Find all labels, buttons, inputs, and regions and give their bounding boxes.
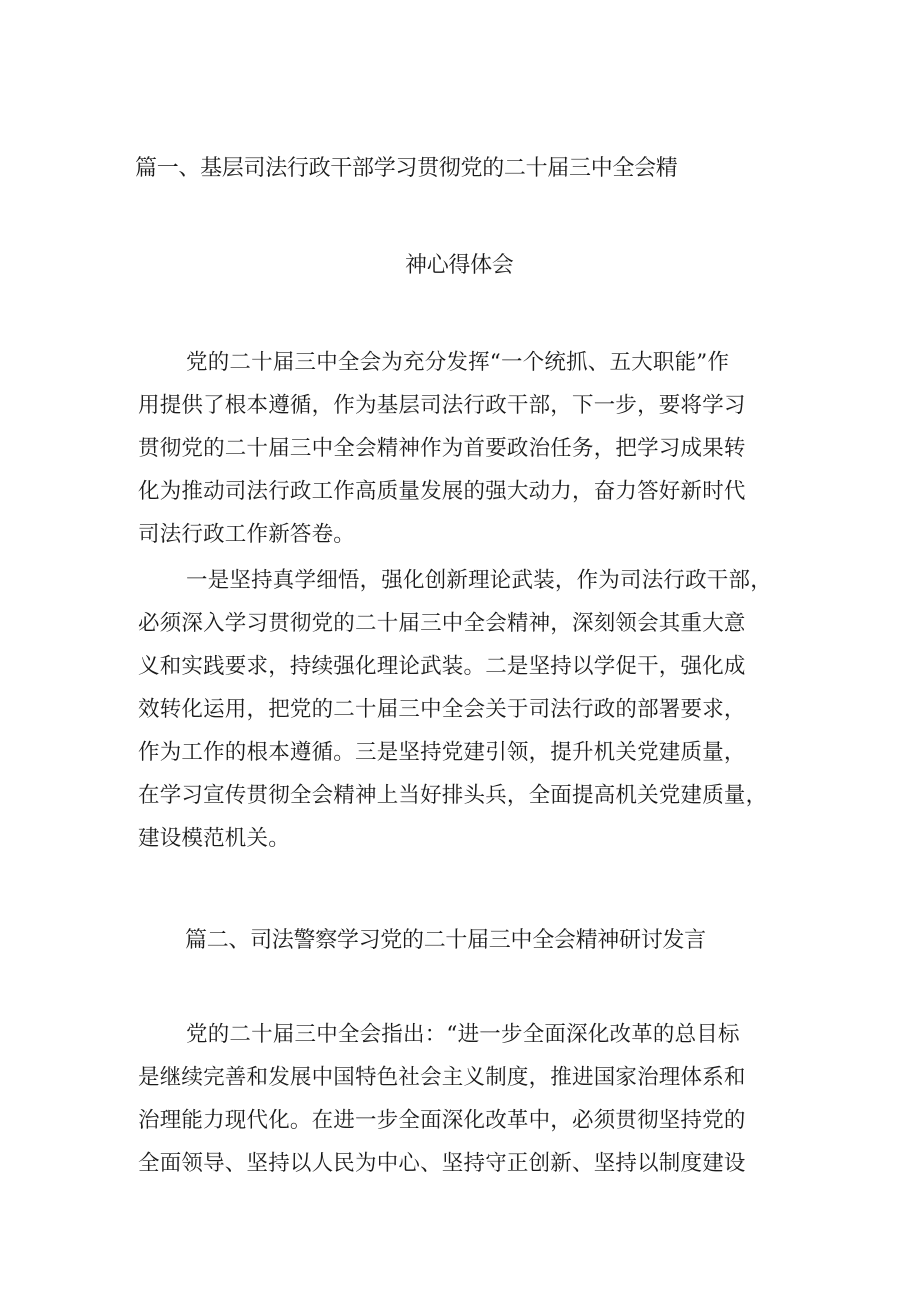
section1-p1-line3: 贯彻党的二十届三中全会精神作为首要政治任务，把学习成果转 bbox=[138, 436, 746, 461]
section1-p2-line1: 一是坚持真学细悟，强化创新理论武装，作为司法行政干部， bbox=[186, 568, 772, 593]
section2-p1-line2: 是继续完善和发展中国特色社会主义制度，推进国家治理体系和 bbox=[138, 1065, 746, 1090]
section1-title-line2: 神心得体会 bbox=[405, 253, 514, 278]
section1-p1-line4: 化为推动司法行政工作高质量发展的强大动力，奋力答好新时代 bbox=[138, 479, 746, 504]
section1-p2-line3: 义和实践要求，持续强化理论武装。二是坚持以学促干，强化成 bbox=[138, 654, 746, 679]
section1-p2-line5: 作为工作的根本遵循。三是坚持党建引领，提升机关党建质量， bbox=[138, 740, 746, 765]
section2-title: 篇二、司法警察学习党的二十届三中全会精神研讨发言 bbox=[185, 928, 706, 953]
section1-p1-line5: 司法行政工作新答卷。 bbox=[138, 522, 356, 547]
section2-p1-line4: 全面领导、坚持以人民为中心、坚持守正创新、坚持以制度建设 bbox=[138, 1151, 746, 1176]
section2-p1-line1: 党的二十届三中全会指出：“进一步全面深化改革的总目标 bbox=[186, 1022, 740, 1047]
section1-p2-line2: 必须深入学习贯彻党的二十届三中全会精神，深刻领会其重大意 bbox=[138, 611, 746, 636]
section2-p1-line3: 治理能力现代化。在进一步全面深化改革中，必须贯彻坚持党的 bbox=[138, 1108, 746, 1133]
section1-p1-line1: 党的二十届三中全会为充分发挥“一个统抓、五大职能”作 bbox=[186, 350, 730, 375]
section1-p1-line2: 用提供了根本遵循，作为基层司法行政干部，下一步，要将学习 bbox=[138, 393, 746, 418]
section1-title-line1: 篇一、基层司法行政干部学习贯彻党的二十届三中全会精 bbox=[135, 156, 678, 181]
section1-p2-line7: 建设模范机关。 bbox=[138, 826, 290, 851]
section1-p2-line4: 效转化运用，把党的二十届三中全会关于司法行政的部署要求， bbox=[138, 697, 746, 722]
section1-p2-line6: 在学习宣传贯彻全会精神上当好排头兵，全面提高机关党建质量， bbox=[138, 783, 768, 808]
